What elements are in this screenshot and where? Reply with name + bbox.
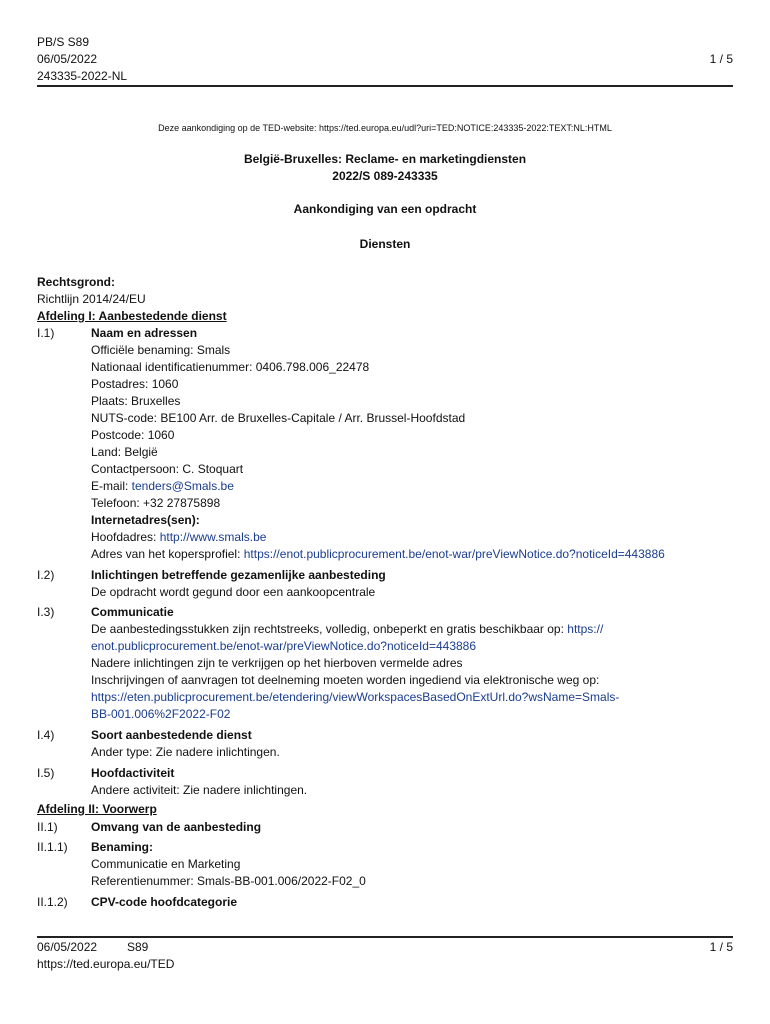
- section-i2-number: I.2): [37, 568, 55, 582]
- section-ii12-title: CPV-code hoofdcategorie: [91, 895, 238, 909]
- country: Land: België: [91, 445, 158, 459]
- header-date: 06/05/2022: [37, 52, 98, 66]
- additional-info-text: Nadere inlichtingen zijn te verkrijgen op het hierboven vermelde adres: [91, 656, 463, 670]
- internet-addresses-title: Internetadres(sen):: [91, 513, 200, 527]
- contract-type: Diensten: [359, 237, 411, 251]
- national-id: Nationaal identificatienummer: 0406.798.006_22478: [91, 360, 370, 374]
- legal-basis-value: Richtlijn 2014/24/EU: [37, 292, 146, 306]
- notice-title: België-Bruxelles: Reclame- en marketingdiensten: [243, 152, 527, 166]
- section-1-heading: Afdeling I: Aanbestedende dienst: [37, 309, 227, 323]
- footer-date: 06/05/2022: [37, 940, 98, 954]
- footer-rule: [37, 936, 733, 938]
- main-address-row: [91, 529, 266, 546]
- section-i5-title: Hoofdactiviteit: [91, 766, 175, 780]
- buyer-profile-link[interactable]: https://enot.publicprocurement.be/enot-war/preViewNotice.do?noticeId=443886: [243, 547, 665, 561]
- section-i5-number: I.5): [37, 766, 55, 780]
- section-i3-number: I.3): [37, 605, 55, 619]
- section-i1-number: I.1): [37, 326, 55, 340]
- nuts-code: NUTS-code: BE100 Arr. de Bruxelles-Capitale / Arr. Brussel-Hoofdstad: [91, 411, 466, 425]
- submission-link-part2[interactable]: BB-001.006%2F2022-F02: [91, 707, 231, 721]
- section-ii1-number: II.1): [37, 820, 58, 834]
- legal-basis-label: Rechtsgrond:: [37, 275, 115, 289]
- email-link[interactable]: tenders@Smals.be: [131, 479, 234, 493]
- section-ii11-number: II.1.1): [37, 840, 68, 854]
- contract-name: Communicatie en Marketing: [91, 857, 241, 871]
- email-label: E-mail:: [91, 479, 132, 493]
- postal-address: Postadres: 1060: [91, 377, 179, 391]
- notice-type: Aankondiging van een opdracht: [293, 202, 477, 216]
- section-ii1-title: Omvang van de aanbesteding: [91, 820, 262, 834]
- section-i3-title: Communicatie: [91, 605, 174, 619]
- phone: Telefoon: +32 27875898: [91, 496, 221, 510]
- documents-text: De aanbestedingsstukken zijn rechtstreeks, volledig, onbeperkt en gratis beschikbaar op:: [91, 622, 568, 636]
- notice-number: 2022/S 089-243335: [332, 169, 438, 183]
- submission-text: Inschrijvingen of aanvragen tot deelneming moeten worden ingediend via elektronische weg op:: [91, 673, 600, 687]
- postcode: Postcode: 1060: [91, 428, 175, 442]
- header-notice-id: 243335-2022-NL: [37, 69, 128, 83]
- section-i2-title: Inlichtingen betreffende gezamenlijke aanbesteding: [91, 568, 386, 582]
- section-i4-number: I.4): [37, 728, 55, 742]
- authority-type-text: Ander type: Zie nadere inlichtingen.: [91, 745, 280, 759]
- footer-page-number: 1 / 5: [709, 940, 733, 954]
- main-activity-text: Andere activiteit: Zie nadere inlichtingen.: [91, 783, 308, 797]
- section-i1-title: Naam en adressen: [91, 326, 198, 340]
- documents-row: [91, 621, 603, 638]
- section-ii11-title: Benaming:: [91, 840, 154, 854]
- contact-person: Contactpersoon: C. Stoquart: [91, 462, 244, 476]
- buyer-profile-row: [91, 546, 665, 563]
- buyer-profile-label: Adres van het kopersprofiel:: [91, 547, 244, 561]
- submission-link-part1[interactable]: https://eten.publicprocurement.be/etendering/viewWorkspacesBasedOnExtUrl.do?wsName=Smals-: [91, 690, 620, 704]
- town: Plaats: Bruxelles: [91, 394, 181, 408]
- documents-link-part1[interactable]: https://: [567, 622, 604, 636]
- footer-url: https://ted.europa.eu/TED: [37, 957, 175, 971]
- joint-procurement-text: De opdracht wordt gegund door een aankoopcentrale: [91, 585, 376, 599]
- section-i4-title: Soort aanbestedende dienst: [91, 728, 252, 742]
- header-ref-1: PB/S S89: [37, 35, 90, 49]
- header-rule: [37, 85, 733, 87]
- reference-number: Referentienummer: Smals-BB-001.006/2022-F02_0: [91, 874, 366, 888]
- email-row: [91, 478, 234, 495]
- header-page-number: 1 / 5: [709, 52, 733, 66]
- section-ii12-number: II.1.2): [37, 895, 68, 909]
- footer-series: S89: [127, 940, 149, 954]
- section-2-heading: Afdeling II: Voorwerp: [37, 802, 157, 816]
- main-address-label: Hoofdadres:: [91, 530, 160, 544]
- notice-url-line: Deze aankondiging op de TED-website: https://ted.europa.eu/udl?uri=TED:NOTICE:243335-2022:TEXT:NL:HTML: [158, 123, 612, 133]
- documents-link-part2[interactable]: enot.publicprocurement.be/enot-war/preViewNotice.do?noticeId=443886: [91, 639, 477, 653]
- official-name: Officiële benaming: Smals: [91, 343, 231, 357]
- main-address-link[interactable]: http://www.smals.be: [159, 530, 267, 544]
